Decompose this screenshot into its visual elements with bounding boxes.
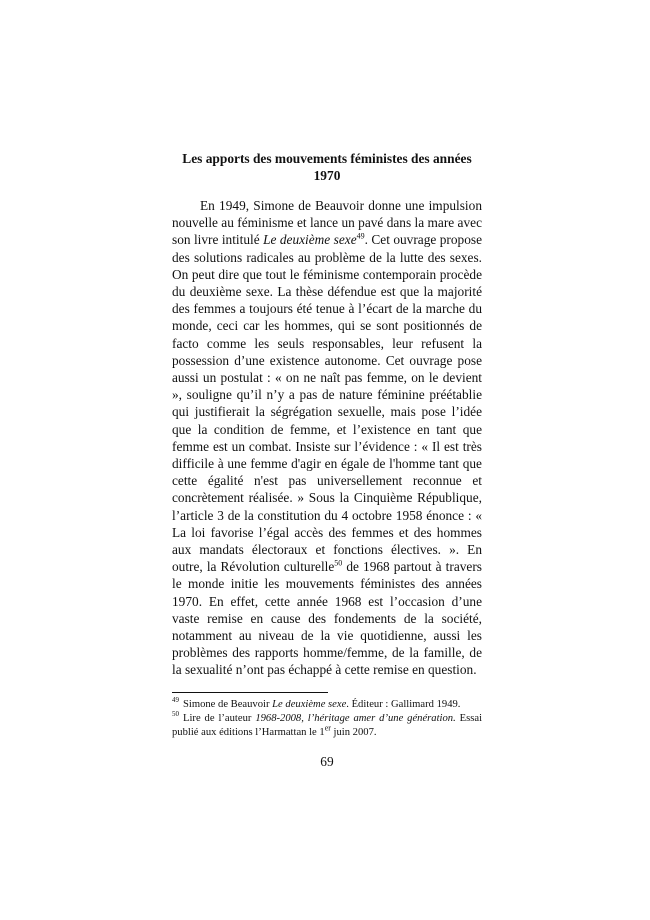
footnote-italic-title: Le deuxième sexe	[272, 698, 347, 710]
footnote-separator	[172, 692, 328, 693]
footnote-49	[172, 698, 482, 712]
page-number: 69	[320, 753, 334, 769]
body-text	[172, 197, 482, 679]
footnote-text: . Éditeur : Gallimard 1949.	[346, 698, 461, 710]
paragraph-part-3: de 1968 partout à travers le monde initie les mouvements féministes des années 1970. En effet, cette année 1968 est l’occasion d’une vaste remise en cause des fondements de la société, notamment au niveau de la vie quotidienne, aussi les problèmes des rapports homme/femme, de la famille, de la sexualité n’ont pas échappé à cette remise en question.	[172, 559, 482, 678]
footnote-italic-title: 1968-2008, l’héritage amer d’une génération.	[255, 712, 456, 724]
footnote-ref-50[interactable]: 50	[334, 558, 343, 568]
section-title: Les apports des mouvements féministes des années 1970	[182, 151, 472, 183]
footnote-text: Simone de Beauvoir	[183, 698, 273, 710]
document-page	[172, 150, 482, 770]
footnote-number: 49	[172, 696, 179, 705]
paragraph-part-2: . Cet ouvrage propose des solutions radicales au problème de la lutte des sexes. On peut dire que tout le féminisme contemporain procède du deuxième sexe. La thèse défendue est que la majorité des femmes a toujours été tenue à l’écart de la marche du monde, ceci car les hommes, qui se sont positionnés de facto comme les seuls responsables, leur refusent la possession d’une existence autonome. Cet ouvrage pose aussi un postulat : « on ne naît pas femme, on le devient », souligne qu’il n’y a pas de nature féminine préétablie qui justifierait la ségrégation sexuelle, mais pose l’idée que la condition de femme, et l’existence en tant que femme est un combat. Insiste sur l’évidence : « Il est très difficile à une femme d'agir en égale de l'homme tant que cette égalité n'est pas universellement reconnue et concrètement réalisée. » Sous la Cinquième République, l’article 3 de la constitution du 4 octobre 1958 énonce : « La loi favorise l’égal accès des femmes et des hommes aux mandats électoraux et fonctions électives. ». En outre, la Révolution culturelle	[172, 232, 482, 575]
footnote-superscript: er	[324, 723, 331, 733]
main-paragraph	[172, 197, 482, 679]
footnote-text: Lire de l’auteur	[183, 712, 256, 724]
footnote-text: juin 2007.	[330, 726, 377, 738]
footnote-50	[172, 712, 482, 740]
paragraph-part-1: En 1949, Simone de Beauvoir donne une impulsion nouvelle au féminisme et lance un pavé dans la mare avec son livre intitulé	[172, 198, 482, 248]
footnote-number: 50	[172, 710, 179, 719]
footnote-text: Essai publié aux éditions l’Harmattan le 1	[172, 712, 483, 738]
book-title: Le deuxième sexe	[263, 232, 357, 248]
footnotes	[172, 698, 482, 740]
footnote-ref-49[interactable]: 49	[356, 231, 365, 241]
